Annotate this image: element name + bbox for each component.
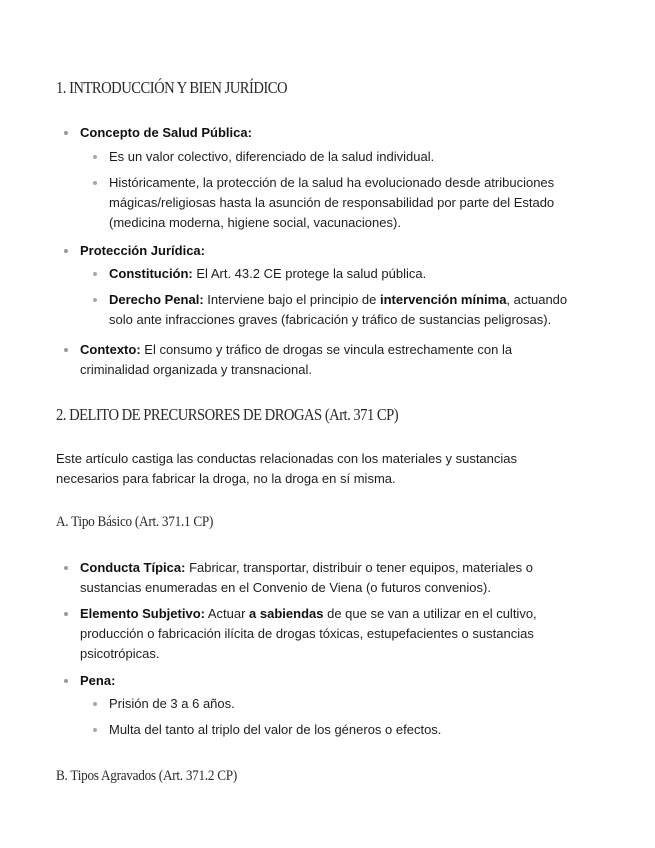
- list-item-constitucion: [109, 264, 584, 284]
- list-item-contexto: [80, 340, 550, 380]
- list-item-pena-sub-1: [109, 694, 584, 714]
- conducta-text: Fabricar, transportar, distribuir o tener equipos, materiales o sustancias enumeradas en el Convenio de Viena (o futuros convenios).: [80, 560, 534, 595]
- list-item-proteccion: [80, 241, 560, 261]
- subsection-heading-b: B. Tipos Agravados (Art. 371.2 CP): [56, 768, 237, 784]
- constitucion-label: Constitución:: [109, 266, 193, 281]
- pena-sub-1-text: Prisión de 3 a 6 años.: [109, 696, 235, 711]
- section-2-intro: Este artículo castiga las conductas relacionadas con los materiales y sustancias necesarios para fabricar la droga, no la droga en sí misma.: [56, 451, 518, 486]
- list-item-concepto-sub-2: [109, 173, 587, 233]
- conducta-label: Conducta Típica:: [80, 560, 186, 575]
- subjetivo-text-1: Actuar: [204, 606, 250, 621]
- list-item-conducta: [80, 558, 558, 598]
- pena-label: Pena:: [80, 673, 116, 688]
- section-heading-1: 1. INTRODUCCIÓN Y BIEN JURÍDICO: [56, 78, 288, 97]
- penal-text-1: Interviene bajo el principio de: [203, 292, 380, 307]
- constitucion-text: El Art. 43.2 CE protege la salud pública.: [192, 266, 427, 281]
- subjetivo-bold: a sabiendas: [249, 606, 324, 621]
- pena-sub-2-text: Multa del tanto al triplo del valor de los géneros o efectos.: [109, 722, 442, 737]
- contexto-text: El consumo y tráfico de drogas se vincula estrechamente con la criminalidad organizada y transnacional.: [80, 342, 513, 377]
- penal-label: Derecho Penal:: [109, 292, 204, 307]
- proteccion-label: Protección Jurídica:: [80, 243, 205, 258]
- concepto-sub-2-text: Históricamente, la protección de la salud ha evolucionado desde atribuciones mágicas/religiosas hasta la asunción de responsabilidad por parte del Estado (medicina moderna, higiene social, vacunaciones).: [109, 175, 555, 230]
- concepto-sub-1-text: Es un valor colectivo, diferenciado de la salud individual.: [109, 149, 435, 164]
- list-item-concepto-sub-1: [109, 147, 584, 167]
- subjetivo-label: Elemento Subjetivo:: [80, 606, 205, 621]
- bullet: [64, 131, 68, 135]
- list-item-derecho-penal: [109, 290, 589, 330]
- section-heading-2: 2. DELITO DE PRECURSORES DE DROGAS (Art. 371 CP): [56, 405, 399, 424]
- penal-text-2: , actuando solo ante infracciones graves (fabricación y tráfico de sustancias peligrosas).: [109, 292, 568, 327]
- list-item-concepto: [80, 123, 560, 143]
- penal-bold: intervención mínima: [380, 292, 507, 307]
- list-item-subjetivo: [80, 604, 558, 664]
- contexto-label: Contexto:: [80, 342, 141, 357]
- concepto-label: Concepto de Salud Pública:: [80, 125, 252, 140]
- list-item-pena: [80, 671, 560, 691]
- subsection-heading-a: A. Tipo Básico (Art. 371.1 CP): [56, 514, 214, 530]
- subjetivo-text-2: de que se van a utilizar en el cultivo, producción o fabricación ilícita de drogas tóxicas, estupefacientes o sustancias psicotrópicas.: [80, 606, 537, 661]
- list-item-pena-sub-2: [109, 720, 584, 740]
